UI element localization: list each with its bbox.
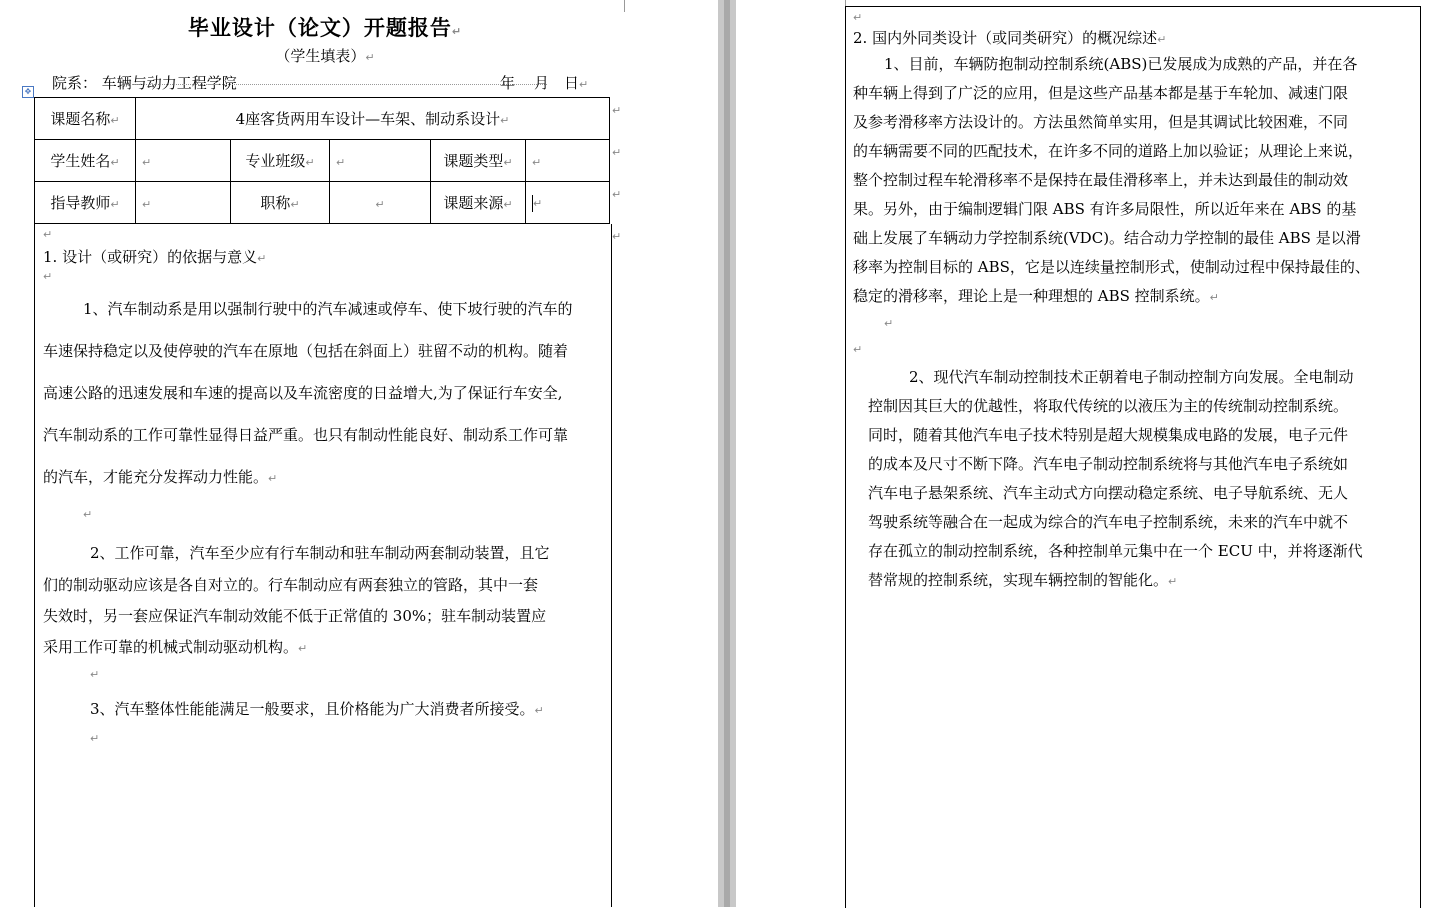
p2-para1-line: 移率为控制目标的 ABS，它是以连续量控制形式，使制动过程中保持最佳的、: [853, 258, 1370, 276]
para1-line: 的汽车，才能充分发挥动力性能。↵: [43, 468, 278, 486]
empty-paragraph-mark: ↵: [853, 11, 863, 24]
rank-value-cell[interactable]: ↵: [330, 182, 431, 224]
department-value: 车辆与动力工程学院: [101, 74, 237, 92]
p2-para2-line: 的成本及尺寸不断下降。汽车电子制动控制系统将与其他汽车电子系统如: [868, 455, 1349, 473]
para2-line: 2、工作可靠，汽车至少应有行车制动和驻车制动两套制动装置，且它: [90, 544, 550, 562]
info-table: [34, 97, 610, 224]
page-gutter: [718, 0, 736, 907]
rank-label-cell[interactable]: 职称↵: [231, 182, 330, 224]
source-label-cell[interactable]: 课题来源↵: [431, 182, 526, 224]
department-line: [52, 72, 592, 94]
table-move-handle-icon[interactable]: ✥: [22, 86, 34, 98]
p2-para1-line: 果。另外，由于编制逻辑门限 ABS 有许多局限性，所以近年来在 ABS 的基: [853, 200, 1357, 218]
p2-para1-line: 种车辆上得到了广泛的应用，但是这些产品基本都是基于车轮加、减速门限: [853, 84, 1349, 102]
topic-label-cell[interactable]: 课题名称↵: [35, 98, 136, 140]
para1-line: 车速保持稳定以及使停驶的汽车在原地（包括在斜面上）驻留不动的机构。随着: [43, 342, 569, 360]
class-label-cell[interactable]: 专业班级↵: [231, 140, 330, 182]
empty-paragraph-mark: ↵: [83, 508, 93, 521]
p2-para1-line: 稳定的滑移率，理论上是一种理想的 ABS 控制系统。↵: [853, 287, 1219, 305]
advisor-label-cell[interactable]: 指导教师↵: [35, 182, 136, 224]
class-value-cell[interactable]: ↵: [330, 140, 431, 182]
p2-para2-line: 驾驶系统等融合在一起成为综合的汽车电子控制系统，未来的汽车中就不: [868, 513, 1349, 531]
date-month: 月: [534, 74, 550, 92]
row-end-mark: ↵: [612, 188, 622, 201]
section-2-heading: 2. 国内外同类设计（或同类研究）的概况综述↵: [853, 29, 1167, 47]
row-end-mark: ↵: [612, 146, 622, 159]
para2-line: 采用工作可靠的机械式制动驱动机构。↵: [43, 638, 308, 656]
empty-paragraph-mark: ↵: [90, 668, 100, 681]
crop-mark: [831, 0, 846, 12]
row-end-mark: ↵: [612, 230, 622, 243]
gutter-shadow: [724, 0, 730, 907]
student-label-cell[interactable]: 学生姓名↵: [35, 140, 136, 182]
section-2-cell[interactable]: [845, 6, 1421, 908]
date-day: 日↵: [564, 74, 589, 92]
crop-mark: [624, 0, 639, 12]
p2-para2-line: 替常规的控制系统，实现车辆控制的智能化。↵: [868, 571, 1178, 589]
student-value-cell[interactable]: ↵: [136, 140, 231, 182]
p2-para2-line: 汽车电子悬架系统、汽车主动式方向摆动稳定系统、电子导航系统、无人: [868, 484, 1349, 502]
report-title: 毕业设计（论文）开题报告↵: [187, 15, 463, 40]
p2-para1-line: 及参考滑移率方法设计的。方法虽然简单实用，但是其调试比较困难，不同: [853, 113, 1349, 131]
source-value-cell[interactable]: ↵: [526, 182, 610, 224]
empty-paragraph-mark: ↵: [90, 732, 100, 745]
para1-line: 1、汽车制动系是用以强制行驶中的汽车减速或停车、使下坡行驶的汽车的: [83, 300, 573, 318]
date-year: 年: [500, 74, 516, 92]
p2-para1-line: 1、目前，车辆防抱制动控制系统(ABS)已发展成为成熟的产品，并在各: [884, 55, 1358, 73]
para1-line: 汽车制动系的工作可靠性显得日益严重。也只有制动性能良好、制动系工作可靠: [43, 426, 569, 444]
p2-para2-line: 存在孤立的制动控制系统，各种控制单元集中在一个 ECU 中，并将逐渐代: [868, 542, 1363, 560]
para2-line: 们的制动驱动应该是各自对立的。行车制动应有两套独立的管路，其中一套: [43, 576, 539, 594]
report-subtitle: （学生填表）↵: [275, 47, 375, 65]
dotted-fill: [127, 84, 547, 85]
para3-line: 3、汽车整体性能能满足一般要求，且价格能为广大消费者所接受。↵: [90, 700, 544, 718]
para2-line: 失效时，另一套应保证汽车制动效能不低于正常值的 30%；驻车制动装置应: [43, 607, 547, 625]
empty-paragraph-mark: ↵: [884, 317, 894, 330]
empty-paragraph-mark: ↵: [43, 270, 53, 283]
type-label-cell[interactable]: 课题类型↵: [431, 140, 526, 182]
empty-paragraph-mark: ↵: [853, 343, 863, 356]
p2-para2-line: 2、现代汽车制动控制技术正朝着电子制动控制方向发展。全电制动: [909, 368, 1354, 386]
p2-para1-line: 整个控制过程车轮滑移率不是保持在最佳滑移率上，并未达到最佳的制动效: [853, 171, 1349, 189]
advisor-value-cell[interactable]: ↵: [136, 182, 231, 224]
section-1-heading: 1. 设计（或研究）的依据与意义↵: [43, 248, 267, 266]
p2-para1-line: 的车辆需要不同的匹配技术，在许多不同的道路上加以验证；从理论上来说，: [853, 142, 1364, 160]
section-1-cell[interactable]: [34, 224, 612, 907]
department-label: 院系：: [52, 74, 98, 92]
type-value-cell[interactable]: ↵: [526, 140, 610, 182]
row-end-mark: ↵: [612, 104, 622, 117]
para1-line: 高速公路的迅速发展和车速的提高以及车流密度的日益增大,为了保证行车安全,: [43, 384, 563, 402]
document-page-2[interactable]: [736, 0, 1432, 907]
p2-para2-line: 同时，随着其他汽车电子技术特别是超大规模集成电路的发展，电子元件: [868, 426, 1349, 444]
p2-para2-line: 控制因其巨大的优越性，将取代传统的以液压为主的传统制动控制系统。: [868, 397, 1349, 415]
p2-para1-line: 础上发展了车辆动力学控制系统(VDC)。结合动力学控制的最佳 ABS 是以滑: [853, 229, 1361, 247]
topic-value-cell[interactable]: 4座客货两用车设计—车架、制动系设计↵: [136, 98, 610, 140]
empty-paragraph-mark: ↵: [43, 228, 53, 241]
